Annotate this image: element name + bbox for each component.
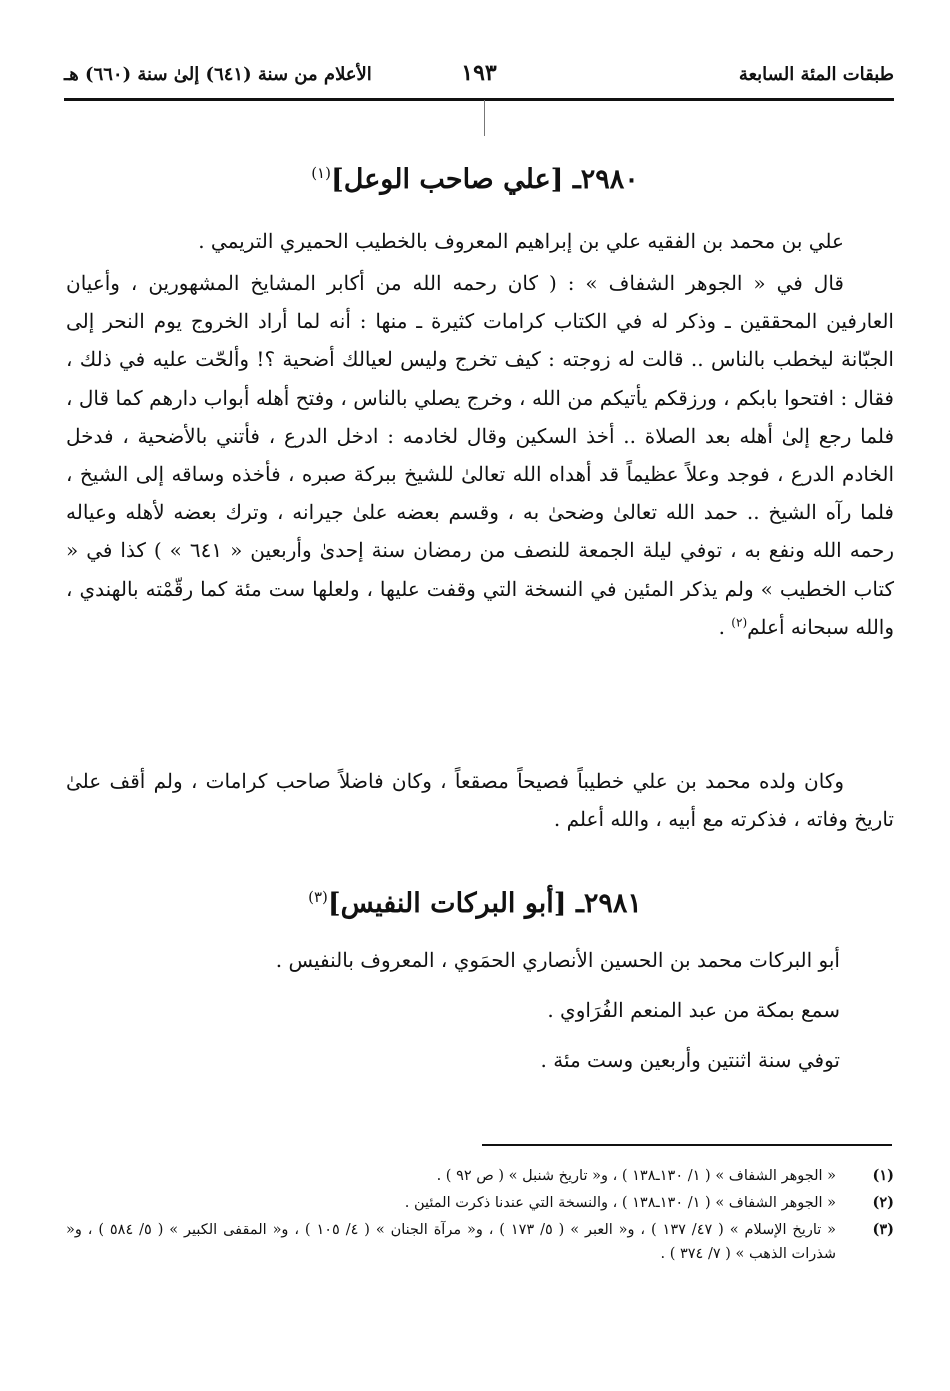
footnote-number: (٣) bbox=[872, 1221, 894, 1238]
header-range-title: الأعلام من سنة (٦٤١) إلىٰ سنة (٦٦٠) هـ bbox=[64, 64, 372, 85]
header-divider bbox=[64, 98, 894, 101]
page-number: ١٩٣ bbox=[461, 60, 497, 86]
entry-2980-son-paragraph: وكان ولده محمد بن علي خطيباً فصيحاً مصقعاً ، وكان فاضلاً صاحب كرامات ، ولم أقف علىٰ تاريخ وفاته ، فذكرته مع أبيه ، والله أعلم . bbox=[66, 769, 894, 832]
header-section-title: طبقات المئة السابعة bbox=[738, 64, 894, 85]
footnote-divider bbox=[482, 1144, 892, 1146]
footnote-text: « تاريخ الإسلام » ( ٤٧/ ١٣٧ ) ، و« العبر » ( ٥/ ١٧٣ ) ، و« مرآة الجنان » ( ٤/ ١٠٥ ) ، و« المقفى الكبير » ( ٥/ ٥٨٤ ) ، و« شذرات الذهب » ( ٧/ ٣٧٤ ) . bbox=[66, 1222, 837, 1262]
footnote-text: « الجوهر الشفاف » ( ١/ ١٣٠ـ١٣٨ ) ، والنسخة التي عندنا ذكرت المئين . bbox=[404, 1195, 836, 1211]
footnote-ref: (٢) bbox=[731, 615, 748, 630]
entry-2981-line: أبو البركات محمد بن الحسين الأنصاري الحمَوي ، المعروف بالنفيس . bbox=[275, 948, 840, 972]
footnote bbox=[66, 1191, 894, 1215]
quote-text: قال في « الجوهر الشفاف » : ( كان رحمه الله من أكابر المشايخ المشهورين ، وأعيان العارفين المحققين ـ وذكر له في الكتاب كرامات كثيرة ـ منها : أنه لما أراد الخروج يوم النحر إلى الجبّانة ليخطب بالناس .. قالت له زوجته : كيف تخرج وليس لعيالك أضحية ؟! وألحّت عليه في ذلك ، فقال : افتحوا بابكم ، ورزقكم يأتيكم من الله ، وخرج يصلي بالناس ، وفتح أهله أبواب دارهم كما قال ، فلما رجع إلىٰ أهله بعد الصلاة .. أخذ السكين وقال لخادمه : ادخل الدرع ، فأتني بالأضحية ، فدخل الخادم الدرع ، فوجد وعلاً عظيماً قد أهداه الله تعالىٰ للشيخ ببركة صبره ، فأخذه وساقه إلى الشيخ ، فلما رآه الشيخ .. حمد الله تعالىٰ وضحىٰ به ، وقسم بعضه علىٰ جيرانه ، وترك بعضه لأهله وعياله رحمه الله ونفع به ، توفي ليلة الجمعة للنصف من رمضان سنة إحدىٰ وأربعين « ٦٤١ » ) كذا في « كتاب الخطيب » ولم يذكر المئين في النسخة التي وقفت عليها ، ولعلها ست مئة كما رقّمْته بالهندي ، والله سبحانه أعلم bbox=[66, 271, 894, 639]
entry-2980-quote-paragraph bbox=[66, 264, 894, 646]
footnote-ref: (٣) bbox=[308, 888, 328, 906]
footnote-number: (١) bbox=[872, 1167, 894, 1184]
entry-2981-line: سمع بمكة من عبد المنعم الفُرَاوي . bbox=[547, 998, 840, 1022]
entry-2981-line: توفي سنة اثنتين وأربعين وست مئة . bbox=[540, 1048, 840, 1072]
footnote bbox=[66, 1164, 894, 1188]
entry-title-text: ٢٩٨١ـ [أبو البركات النفيس] bbox=[327, 888, 642, 919]
footnote bbox=[66, 1218, 894, 1266]
footnote-text: « الجوهر الشفاف » ( ١/ ١٣٠ـ١٣٨ ) ، و« تاريخ شنبل » ( ص ٩٢ ) . bbox=[436, 1168, 836, 1184]
entry-2980-name-paragraph: علي بن محمد بن الفقيه علي بن إبراهيم المعروف بالخطيب الحميري التريمي . bbox=[198, 229, 844, 253]
entry-title-2980 bbox=[56, 164, 894, 195]
footnotes bbox=[66, 1164, 894, 1269]
entry-title-text: ٢٩٨٠ـ [علي صاحب الوعل] bbox=[330, 164, 639, 195]
footnote-number: (٢) bbox=[872, 1194, 894, 1211]
entry-title-2981 bbox=[56, 888, 894, 919]
running-header bbox=[64, 60, 894, 96]
footnote-ref: (١) bbox=[311, 164, 331, 182]
paragraph-end: . bbox=[718, 614, 732, 639]
header-tick-mark bbox=[484, 100, 485, 136]
